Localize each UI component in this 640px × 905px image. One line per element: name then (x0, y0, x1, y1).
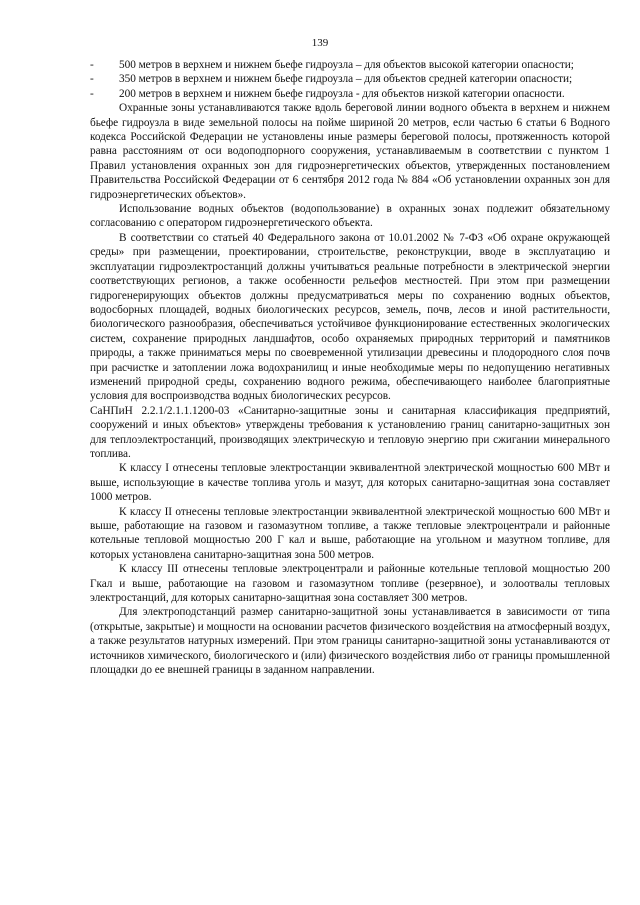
list-item-text: 350 метров в верхнем и нижнем бьефе гидроузла – для объектов средней категории опасности; (119, 73, 573, 86)
list-marker: - (90, 87, 94, 100)
paragraph-class-1: К классу I отнесены тепловые электростанции эквивалентной электрической мощностью 600 МВт и выше, использующие в качестве топлива уголь и мазут, для которых санитарно-защитная зона составляет 1000 метров. (90, 462, 610, 504)
list-item-text: 500 метров в верхнем и нижнем бьефе гидроузла – для объектов высокой категории опасности; (119, 59, 574, 71)
list-item (90, 72, 610, 86)
paragraph-federal-law: В соответствии со статьей 40 Федерального закона от 10.01.2002 № 7-ФЗ «Об охране окружающей среды» при размещении, проектировании, строительстве, реконструкции, вводе в эксплуатацию и эксплуатации гидроэлектростанций должны учитываться реальные потребности в электрической энергии соответствующих регионов, а также особенности рельефов местностей. При этом при размещении гидрогенерирующих объектов должны предусматриваться меры по сохранению водных объектов, водосборных площадей, водных биологических ресурсов, земель, почв, лесов и иной растительности, биологического разнообразия, обеспечиваться устойчивое функционирование естественных экологических систем, сохранение природных ландшафтов, особо охраняемых природных территорий и памятников природы, а также приниматься меры по своевременной утилизации древесины и плодородного слоя почв при расчистке и затоплении ложа водохранилищ и иные необходимые меры по недопущению негативных изменений природной среды, сохранению водного режима, обеспечивающего наиболее благоприятные условия для воспроизводства водных биологических ресурсов. (90, 231, 610, 403)
paragraph-substations: Для электроподстанций размер санитарно-защитной зоны устанавливается в зависимости от типа (открытые, закрытые) и мощности на основании расчетов физического воздействия на атмосферный воздух, а также результатов натурных измерений. При этом границы санитарно-защитной зоны устанавливаются от источников химического, биологического и (или) физического воздействия либо от границы промышленной площадки до ее внешней границы в заданном направлении. (90, 606, 610, 677)
list-marker: - (90, 73, 94, 86)
list-item (90, 58, 610, 72)
paragraph-water-use: Использование водных объектов (водопользование) в охранных зонах подлежит обязательному согласованию с оператором гидроэнергетического объекта. (90, 203, 610, 230)
list-item-text: 200 метров в верхнем и нижнем бьефе гидроузла - для объектов низкой категории опасности. (119, 87, 565, 100)
paragraph-class-3: К классу III отнесены тепловые электроцентрали и районные котельные тепловой мощностью 200 Гкал и выше, работающие на газовом и газомазутном топливе (резервное), и золоотвалы тепловых электростанций, для которых санитарно-защитная зона составляет 300 метров. (90, 563, 610, 605)
paragraph-class-2: К классу II отнесены тепловые электростанции эквивалентной электрической мощностью 600 МВт и выше, работающие на газовом и газомазутном топливе, а также тепловые электроцентрали и районные котельные тепловой мощностью 200 Г кал и выше, работающие на угольном и мазутном топливе, для которых установлена санитарно-защитная зона 500 метров. (90, 505, 610, 561)
list-item (90, 87, 610, 101)
list-marker: - (90, 59, 94, 71)
paragraph-sanpin: СаНПиН 2.2.1/2.1.1.1200-03 «Санитарно-защитные зоны и санитарная классификация предприятий, сооружений и иных объектов» утверждены требования к установлению границ санитарно-защитных зон для теплоэлектростанций, производящих электрическую и тепловую энергию при сжигании минерального топлива. (90, 404, 610, 460)
page-number: 139 (311, 37, 329, 49)
document-body (90, 58, 610, 677)
paragraph-protection-zones: Охранные зоны устанавливаются также вдоль береговой линии водного объекта в верхнем и нижнем бьефе гидроузла в виде земельной полосы на пойме шириной 20 метров, если частью 6 статьи 6 Водного кодекса Российской Федерации не установлены иные размеры береговой полосы, протяженность которой равна расстояниям от оси водоподпорного сооружения, устанавливаемым в соответствии с пунктом 1 Правил установления охранных зон для гидроэнергетических объектов, утвержденных постановлением Правительства Российской Федерации от 6 сентября 2012 года № 884 «Об установлении охранных зон для гидроэнергетических объектов». (90, 102, 610, 201)
